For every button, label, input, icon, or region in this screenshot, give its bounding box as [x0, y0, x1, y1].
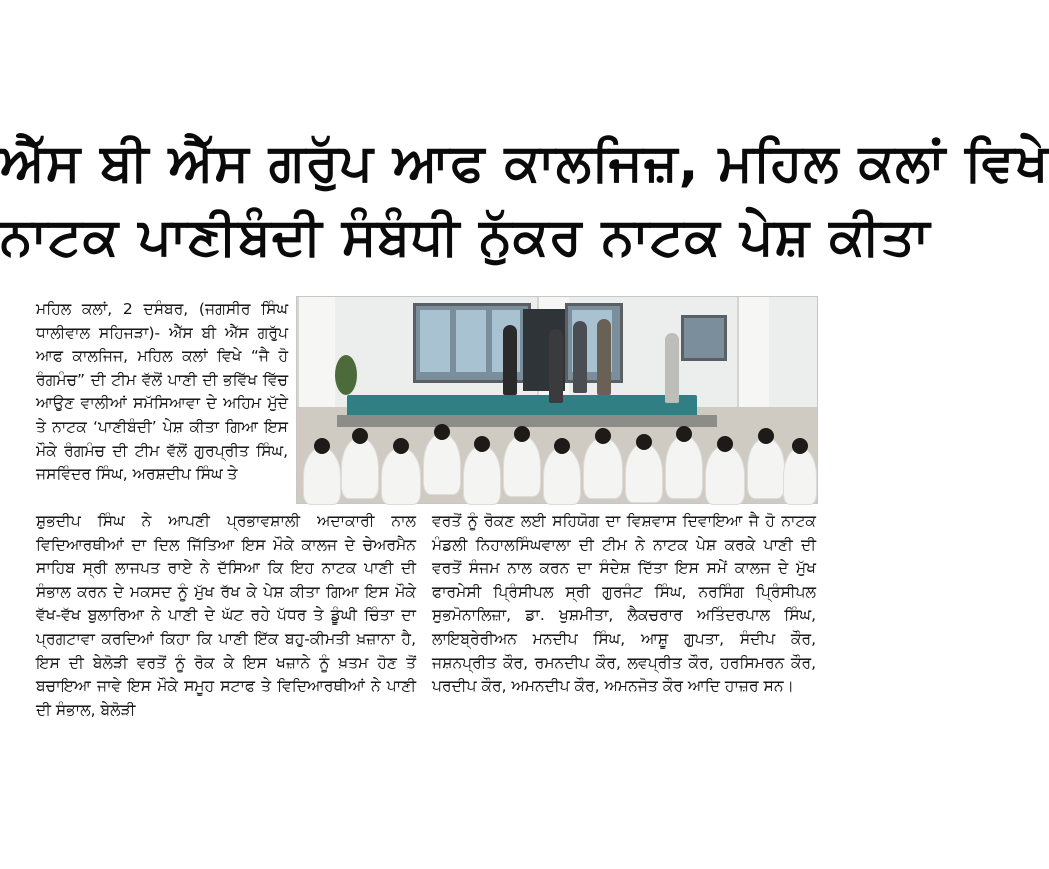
- performer: [503, 325, 517, 395]
- article-intro: ਮਹਿਲ ਕਲਾਂ, 2 ਦਸੰਬਰ, (ਜਗਸੀਰ ਸਿੰਘ ਧਾਲੀਵਾਲ ਸਹਿਜੜਾ)- ਐੱਸ ਬੀ ਐੱਸ ਗਰੁੱਪ ਆਫ ਕਾਲਜਿਜ, ਮਹਿਲ ਕਲਾਂ ਵਿਖੇ “ਜੈ ਹੋ ਰੰਗਮੰਚ” ਦੀ ਟੀਮ ਵੱਲੋਂ ਪਾਣੀ ਦੀ ਭਵਿੱਖ ਵਿੱਚ ਆਉਣ ਵਾਲੀਆਂ ਸਮੱਸਿਆਵਾ ਦੇ ਅਹਿਮ ਮੁੱਦੇ ਤੇ ਨਾਟਕ ‘ਪਾਣੀਬੰਦੀ’ ਪੇਸ਼ ਕੀਤਾ ਗਿਆ ਇਸ ਮੌਕੇ ਰੰਗਮੰਚ ਦੀ ਟੀਮ ਵੱਲੋਂ ਗੁਰਪ੍ਰੀਤ ਸਿੰਘ, ਜਸਵਿੰਦਰ ਸਿੰਘ, ਅਰਸ਼ਦੀਪ ਸਿੰਘ ਤੇ: [36, 300, 288, 484]
- student-audience: [583, 437, 623, 499]
- pillar: [737, 297, 769, 407]
- student-audience: [381, 447, 421, 505]
- student-audience: [625, 443, 663, 503]
- student-audience: [341, 437, 379, 499]
- student-audience: [423, 433, 461, 495]
- student-audience: [543, 447, 581, 505]
- student-audience: [705, 445, 745, 505]
- student-audience: [747, 437, 785, 499]
- article-column-left: [36, 510, 416, 722]
- student-audience: [463, 445, 501, 505]
- article-paragraph-right: ਵਰਤੋਂ ਨੂੰ ਰੋਕਣ ਲਈ ਸਹਿਯੋਗ ਦਾ ਵਿਸ਼ਵਾਸ ਦਿਵਾਇਆ ਜੈ ਹੋ ਨਾਟਕ ਮੰਡਲੀ ਨਿਹਾਲਸਿੰਘਵਾਲਾ ਦੀ ਟੀਮ ਨੇ ਨਾਟਕ ਪੇਸ਼ ਕਰਕੇ ਪਾਣੀ ਦੀ ਵਰਤੋਂ ਸੰਜਮ ਨਾਲ ਕਰਨ ਦਾ ਸੰਦੇਸ਼ ਦਿੱਤਾ ਇਸ ਸਮੇਂ ਕਾਲਜ ਦੇ ਮੁੱਖ ਫਾਰਮੇਸੀ ਪ੍ਰਿੰਸੀਪਲ ਸ੍ਰੀ ਗੁਰਜੰਟ ਸਿੰਘ, ਨਰਸਿੰਗ ਪ੍ਰਿੰਸੀਪਲ ਸੁਭਮੋਨਾਲਿਜ਼ਾ, ਡਾ. ਖੁਸ਼ਮੀਤਾ, ਲੈਕਚਰਾਰ ਅਤਿੰਦਰਪਾਲ ਸਿੰਘ, ਲਾਇਬ੍ਰੇਰੀਅਨ ਮਨਦੀਪ ਸਿੰਘ, ਆਸ਼ੂ ਗੁਪਤਾ, ਸੰਦੀਪ ਕੌਰ, ਜਸ਼ਨਪ੍ਰੀਤ ਕੌਰ, ਰਮਨਦੀਪ ਕੌਰ, ਲਵਪ੍ਰੀਤ ਕੌਰ, ਹਰਸਿਮਰਨ ਕੌਰ, ਪਰਦੀਪ ਕੌਰ, ਅਮਨਦੀਪ ਕੌਰ, ਅਮਨਜੋਤ ਕੌਰ ਆਦਿ ਹਾਜ਼ਰ ਸਨ।: [432, 512, 816, 696]
- article-paragraph-left: ਸ਼ੁਭਦੀਪ ਸਿੰਘ ਨੇ ਆਪਣੀ ਪ੍ਰਭਾਵਸ਼ਾਲੀ ਅਦਾਕਾਰੀ ਨਾਲ ਵਿਦਿਆਰਥੀਆਂ ਦਾ ਦਿਲ ਜਿੱਤਿਆ ਇਸ ਮੌਕੇ ਕਾਲਜ ਦੇ ਚੇਅਰਮੈਨ ਸਾਹਿਬ ਸ੍ਰੀ ਲਾਜਪਤ ਰਾਏ ਨੇ ਦੱਸਿਆ ਕਿ ਇਹ ਨਾਟਕ ਪਾਣੀ ਦੀ ਸੰਭਾਲ ਕਰਨ ਦੇ ਮਕਸਦ ਨੂੰ ਮੁੱਖ ਰੱਖ ਕੇ ਪੇਸ਼ ਕੀਤਾ ਗਿਆ ਇਸ ਮੌਕੇ ਵੱਖ-ਵੱਖ ਬੁਲਾਰਿਆ ਨੇ ਪਾਣੀ ਦੇ ਘੱਟ ਰਹੇ ਪੱਧਰ ਤੇ ਡੂੰਘੀ ਚਿੰਤਾ ਦਾ ਪ੍ਰਗਟਾਵਾ ਕਰਦਿਆਂ ਕਿਹਾ ਕਿ ਪਾਣੀ ਇੱਕ ਬਹੁ-ਕੀਮਤੀ ਖ਼ਜ਼ਾਨਾ ਹੈ, ਇਸ ਦੀ ਬੇਲੋੜੀ ਵਰਤੋਂ ਨੂੰ ਰੋਕ ਕੇ ਇਸ ਖਜ਼ਾਨੇ ਨੂੰ ਖ਼ਤਮ ਹੋਣ ਤੋਂ ਬਚਾਇਆ ਜਾਵੇ ਇਸ ਮੌਕੇ ਸਮੂਹ ਸਟਾਫ ਤੇ ਵਿਦਿਆਰਥੀਆਂ ਨੇ ਪਾਣੀ ਦੀ ਸੰਭਾਲ, ਬੇਲੋੜੀ: [36, 512, 416, 719]
- street-play-photo: [296, 296, 818, 504]
- student-audience: [665, 435, 703, 499]
- article-intro-column: [36, 298, 288, 487]
- performer: [573, 321, 587, 393]
- headline-line-1: ਐੱਸ ਬੀ ਐੱਸ ਗਰੁੱਪ ਆਫ ਕਾਲਜਿਜ਼, ਮਹਿਲ ਕਲਾਂ ਵਿਖੇ: [0, 133, 1049, 193]
- student-audience: [783, 447, 817, 505]
- plant: [335, 355, 357, 395]
- stage-edge: [337, 415, 717, 427]
- performer: [549, 329, 563, 403]
- building-window: [681, 315, 727, 361]
- pillar: [297, 297, 335, 407]
- headline-line-2: ਨਾਟਕ ਪਾਣੀਬੰਦੀ ਸੰਬੰਧੀ ਨੁੱਕਰ ਨਾਟਕ ਪੇਸ਼ ਕੀਤਾ: [0, 207, 931, 267]
- student-audience: [303, 447, 341, 505]
- performer: [665, 333, 679, 403]
- article-column-right: [432, 510, 816, 699]
- performer: [597, 319, 611, 395]
- student-audience: [503, 435, 541, 497]
